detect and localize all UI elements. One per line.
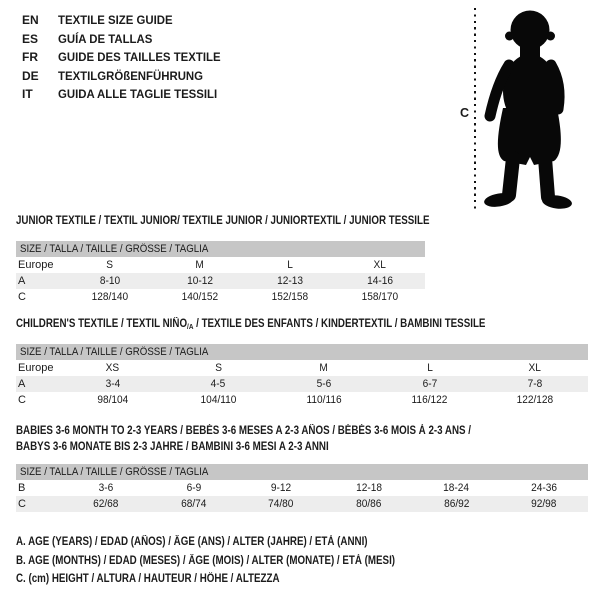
language-code: IT: [22, 87, 33, 102]
babies-size-header-bar: [16, 464, 588, 480]
height-measure-dashed-line: [474, 8, 476, 211]
language-title: GUIDA ALLE TAGLIE TESSILI: [58, 87, 218, 102]
size-cell: L: [287, 259, 293, 271]
language-list: [22, 13, 229, 106]
height-cell: 74/80: [268, 498, 294, 510]
language-row-en: [22, 13, 229, 32]
language-code: ES: [22, 31, 39, 46]
table-row-age: [16, 376, 588, 392]
language-row-de: [22, 69, 229, 88]
age-cell: 7-8: [527, 378, 543, 390]
height-cell: 68/74: [180, 498, 207, 510]
language-code: FR: [22, 50, 38, 65]
age-cell: 12-13: [277, 275, 303, 287]
table-row-europe: [16, 257, 425, 273]
age-cell: 14-16: [367, 275, 393, 287]
legend-age-years: A. AGE (YEARS) / EDAD (AÑOS) / ÂGE (ANS) / ALTER (JAHRE) / ETÀ (ANNI): [16, 536, 368, 548]
babies-section-heading-line2: BABYS 3-6 MONATE BIS 2-3 JAHRE / BAMBINI 3-6 MESI A 2-3 ANNI: [16, 441, 329, 453]
height-cell: 92/98: [531, 498, 557, 510]
language-title: GUIDE DES TAILLES TEXTILE: [58, 50, 221, 65]
age-cell: 3-6: [98, 482, 114, 494]
row-label: C: [18, 394, 26, 406]
size-cell: S: [215, 362, 222, 374]
age-cell: 6-9: [186, 482, 201, 494]
height-cell: 80/86: [356, 498, 382, 510]
children-size-table: [16, 360, 588, 408]
junior-size-header-text: SIZE / TALLA / TAILLE / GRÖSSE / TAGLIA: [20, 243, 209, 255]
junior-size-header-bar: [16, 241, 425, 257]
age-cell: 8-10: [99, 275, 121, 287]
height-label: C: [460, 106, 470, 120]
height-cell: 128/140: [91, 291, 129, 303]
height-cell: 122/128: [516, 394, 554, 406]
children-section-heading: [16, 318, 485, 331]
row-label: B: [18, 482, 26, 494]
size-cell: M: [319, 362, 329, 374]
row-label: C: [18, 498, 26, 510]
age-cell: 4-5: [211, 378, 226, 390]
size-cell: L: [426, 362, 433, 374]
junior-size-table: [16, 257, 425, 305]
row-label: A: [18, 378, 26, 390]
height-cell: 158/170: [361, 291, 399, 303]
height-cell: 140/152: [181, 291, 219, 303]
babies-section-heading-line1: BABIES 3-6 MONTH TO 2-3 YEARS / BEBÉS 3-6 MESES A 2-3 AÑOS / BÉBÉS 3-6 MOIS À 2-3 ANS /: [16, 425, 472, 437]
language-title: TEXTILGRÖßENFÜHRUNG: [58, 68, 204, 83]
children-size-header-bar: [16, 344, 588, 360]
size-cell: XS: [106, 362, 120, 374]
children-heading-sub: /A: [187, 322, 194, 331]
language-title: TEXTILE SIZE GUIDE: [58, 13, 173, 27]
height-cell: 116/122: [411, 394, 448, 406]
table-row-height: [16, 496, 588, 512]
size-cell: XL: [373, 259, 387, 271]
age-cell: 24-36: [531, 482, 558, 494]
size-cell: XL: [528, 362, 542, 374]
row-label: Europe: [18, 259, 54, 271]
babies-size-table: [16, 480, 588, 512]
children-heading-suffix: / TEXTILE DES ENFANTS / KINDERTEXTIL / BAMBINI TESSILE: [193, 318, 486, 330]
row-label: A: [18, 275, 26, 287]
language-row-es: [22, 32, 229, 51]
size-cell: S: [106, 259, 114, 271]
children-heading-prefix: CHILDREN'S TEXTILE / TEXTIL NIÑO: [16, 318, 188, 330]
age-cell: 10-12: [187, 275, 213, 287]
table-row-height: [16, 289, 425, 305]
language-row-fr: [22, 50, 229, 69]
language-row-it: [22, 87, 229, 106]
language-code: EN: [22, 13, 39, 27]
age-cell: 6-7: [422, 378, 437, 390]
age-cell: 5-6: [316, 378, 332, 390]
row-label: Europe: [18, 362, 54, 374]
height-cell: 86/92: [443, 498, 470, 510]
age-cell: 12-18: [355, 482, 382, 494]
legend-age-months: B. AGE (MONTHS) / EDAD (MESES) / ÂGE (MOIS) / ALTER (MONATE) / ETÀ (MESI): [16, 554, 396, 567]
row-label: C: [18, 291, 26, 303]
height-cell: 62/68: [93, 498, 119, 510]
table-row-height: [16, 392, 588, 408]
children-size-header-text: SIZE / TALLA / TAILLE / GRÖSSE / TAGLIA: [20, 346, 209, 358]
babies-size-header-text: SIZE / TALLA / TAILLE / GRÖSSE / TAGLIA: [20, 466, 209, 478]
height-cell: 110/116: [306, 394, 342, 406]
height-cell: 104/110: [200, 394, 237, 406]
size-cell: M: [195, 259, 205, 271]
age-cell: 9-12: [271, 482, 292, 494]
age-cell: 3-4: [105, 378, 121, 390]
age-cell: 18-24: [443, 482, 470, 494]
table-row-age-months: [16, 480, 588, 496]
junior-section-heading: JUNIOR TEXTILE / TEXTIL JUNIOR/ TEXTILE JUNIOR / JUNIORTEXTIL / JUNIOR TESSILE: [16, 215, 430, 227]
height-cell: 98/104: [97, 394, 129, 406]
language-title: GUÍA DE TALLAS: [58, 31, 153, 46]
legend-height: C. (cm) HEIGHT / ALTURA / HAUTEUR / HÖHE / ALTEZZA: [16, 572, 280, 585]
language-code: DE: [22, 68, 39, 83]
height-cell: 152/158: [271, 291, 309, 303]
table-row-europe: [16, 360, 588, 376]
baby-silhouette-icon: [482, 8, 574, 210]
table-row-age: [16, 273, 425, 289]
